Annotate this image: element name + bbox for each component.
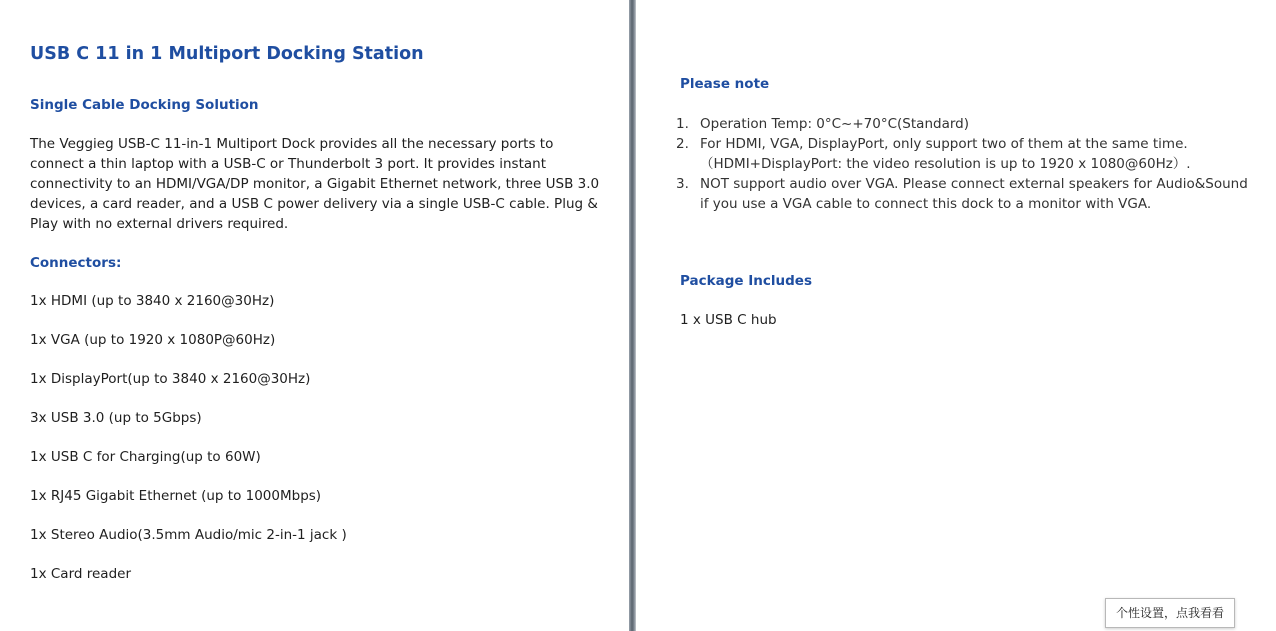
package-item: 1 x USB C hub [680, 312, 777, 328]
note-text: （HDMI+DisplayPort: the video resolution is up to 1920 x 1080@60Hz）. [700, 156, 1191, 172]
note-text: if you use a VGA cable to connect this dock to a monitor with VGA. [700, 196, 1152, 212]
intro-line: connect a thin laptop with a USB-C or Thunderbolt 3 port. It provides instant [30, 156, 547, 172]
note-number: 1. [676, 116, 689, 132]
please-note-heading: Please note [680, 76, 770, 92]
left-page [0, 0, 629, 631]
note-number: 3. [676, 176, 689, 192]
note-text: For HDMI, VGA, DisplayPort, only support two of them at the same time. [700, 136, 1188, 152]
section-heading-single-cable: Single Cable Docking Solution [30, 97, 259, 113]
personalize-settings-button[interactable]: 个性设置，点我看看 [1105, 598, 1235, 628]
connector-item: 1x DisplayPort(up to 3840 x 2160@30Hz) [30, 371, 311, 387]
intro-line: devices, a card reader, and a USB C power delivery via a single USB-C cable. Plug & [30, 196, 598, 212]
connector-item: 1x USB C for Charging(up to 60W) [30, 449, 261, 465]
intro-paragraph [30, 134, 600, 234]
package-includes-heading: Package Includes [680, 273, 812, 289]
intro-line: Play with no external drivers required. [30, 216, 289, 232]
connector-item: 1x HDMI (up to 3840 x 2160@30Hz) [30, 293, 275, 309]
intro-line: The Veggieg USB-C 11-in-1 Multiport Dock provides all the necessary ports to [30, 136, 554, 152]
connector-item: 3x USB 3.0 (up to 5Gbps) [30, 410, 202, 426]
note-item [676, 114, 1256, 134]
intro-line: connectivity to an HDMI/VGA/DP monitor, a Gigabit Ethernet network, three USB 3.0 [30, 176, 600, 192]
note-item [676, 174, 1256, 214]
note-number: 2. [676, 136, 689, 152]
connector-item: 1x Card reader [30, 566, 131, 582]
connector-item: 1x RJ45 Gigabit Ethernet (up to 1000Mbps) [30, 488, 322, 504]
connector-item: 1x Stereo Audio(3.5mm Audio/mic 2-in-1 jack ) [30, 527, 347, 543]
connector-item: 1x VGA (up to 1920 x 1080P@60Hz) [30, 332, 276, 348]
connectors-heading: Connectors: [30, 255, 122, 271]
note-list [676, 114, 1256, 214]
note-item [676, 134, 1256, 174]
page-divider [629, 0, 636, 631]
page-title: USB C 11 in 1 Multiport Docking Station [30, 44, 424, 64]
note-text: NOT support audio over VGA. Please connect external speakers for Audio&Sound [700, 176, 1248, 192]
note-text: Operation Temp: 0°C~+70°C(Standard) [700, 116, 969, 132]
